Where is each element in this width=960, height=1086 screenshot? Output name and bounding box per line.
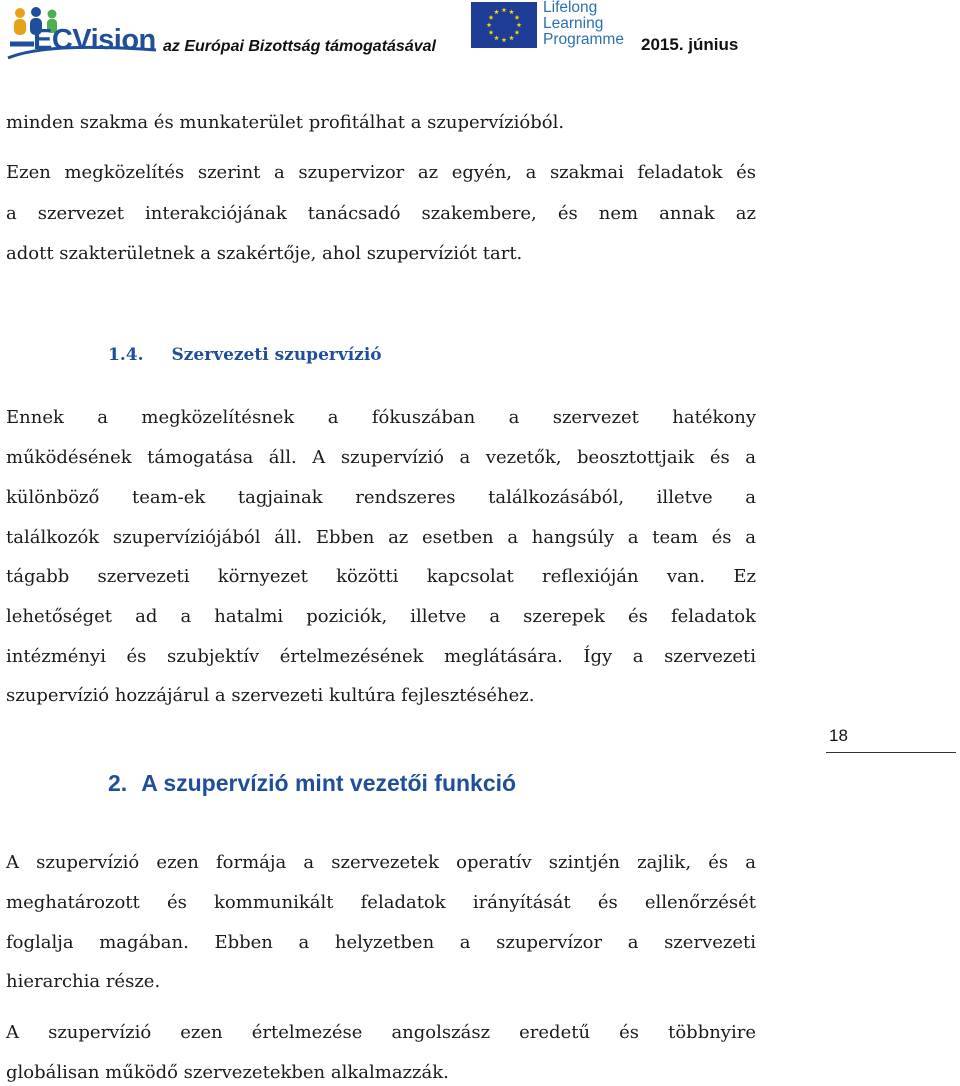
paragraph-line: Ennek a megközelítésnek a fókuszában a szervezet hatékony [6, 407, 756, 428]
paragraph-line: működésének támogatása áll. A szupervízió a vezetők, beosztottjaik és a [6, 447, 756, 468]
paragraph-line: találkozók szupervíziójából áll. Ebben az esetben a hangsúly a team és a [6, 527, 756, 548]
paragraph-line: tágabb szervezeti környezet közötti kapcsolat reflexióján van. Ez [6, 566, 756, 587]
programme-line-3: Programme [543, 31, 624, 48]
section-heading-1-4 [108, 345, 382, 365]
paragraph-line: intézményi és szubjektív értelmezésének meglátására. Így a szervezeti [6, 646, 756, 667]
paragraph-line: minden szakma és munkaterület profitálhat a szupervízióból. [6, 112, 565, 133]
paragraph-line: foglalja magában. Ebben a helyzetben a szupervízor a szervezeti [6, 932, 756, 953]
paragraph-line: a szervezet interakciójának tanácsadó szakembere, és nem annak az [6, 203, 756, 224]
page-number: 18 [829, 726, 848, 745]
paragraph-line: lehetőséget ad a hatalmi poziciók, illetve a szerepek és feladatok [6, 606, 756, 627]
programme-name [543, 0, 624, 48]
paragraph-line: meghatározott és kommunikált feladatok irányítását és ellenőrzését [6, 892, 756, 913]
ecvision-logo-text: ECVision [33, 24, 156, 56]
page-header [0, 0, 960, 70]
paragraph-line: globálisan működő szervezetekben alkalmazzák. [6, 1062, 449, 1083]
paragraph-line: szupervízió hozzájárul a szervezeti kultúra fejlesztéséhez. [6, 685, 535, 706]
programme-line-2: Learning [543, 15, 604, 32]
section-number: 1.4. [108, 345, 144, 365]
section-heading-2 [108, 770, 516, 797]
support-text: az Európai Bizottság támogatásával [163, 38, 436, 55]
paragraph-line: különböző team-ek tagjainak rendszeres találkozásából, illetve a [6, 487, 756, 508]
paragraph-line: A szupervízió ezen értelmezése angolszász eredetű és többnyire [6, 1022, 756, 1043]
header-date: 2015. június [641, 35, 739, 54]
paragraph-line: adott szakterületnek a szakértője, ahol szupervíziót tart. [6, 243, 523, 264]
section-title: A szupervízió mint vezetői funkció [141, 770, 517, 796]
paragraph-line: A szupervízió ezen formája a szervezetek operatív szintjén zajlik, és a [6, 852, 756, 873]
section-title: Szervezeti szupervízió [171, 345, 382, 365]
eu-flag-icon [471, 2, 537, 48]
programme-line-1: Lifelong [543, 0, 598, 16]
paragraph-line: Ezen megközelítés szerint a szupervizor az egyén, a szakmai feladatok és [6, 162, 756, 183]
paragraph-line: hierarchia része. [6, 971, 161, 992]
page-number-rule [826, 752, 956, 753]
section-number: 2. [108, 770, 128, 796]
